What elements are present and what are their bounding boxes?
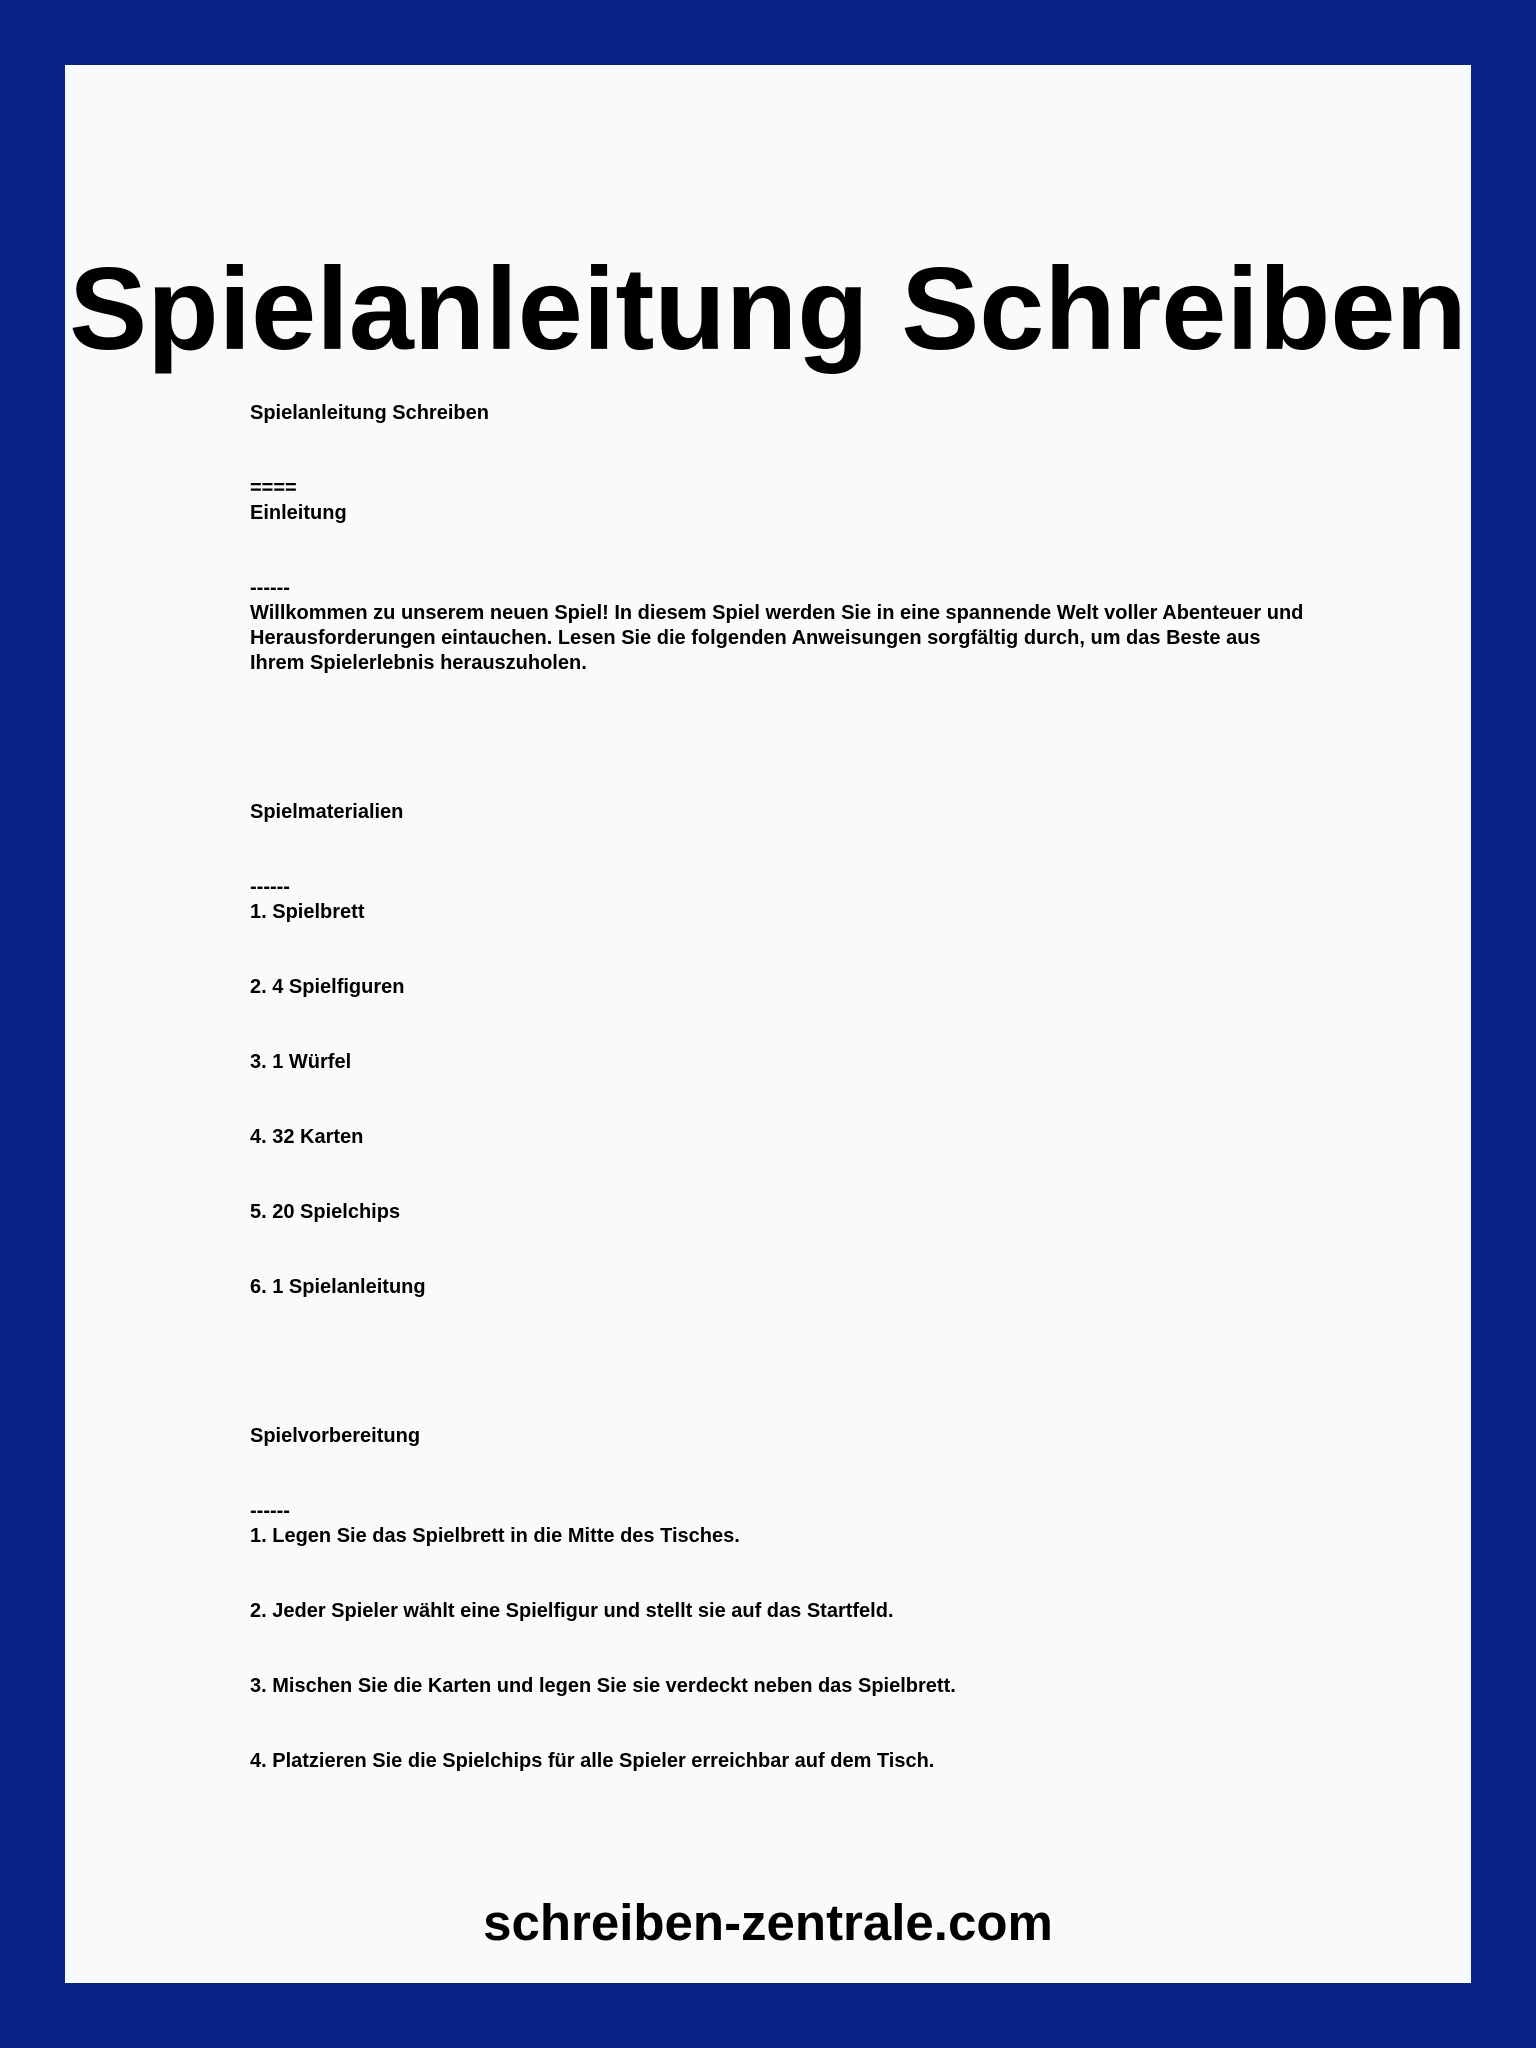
list-item: 4. 32 Karten: [250, 1126, 364, 1148]
footer-site-name: schreiben-zentrale.com: [483, 1894, 1053, 1951]
section-heading-intro: Einleitung: [250, 502, 347, 524]
title-underline: ====: [250, 477, 297, 499]
list-item: 1. Spielbrett: [250, 901, 365, 923]
section-separator-materials: ------: [250, 876, 290, 898]
list-item: 4. Platzieren Sie die Spielchips für alle Spieler erreichbar auf dem Tisch.: [250, 1750, 935, 1772]
section-heading-materials: Spielmaterialien: [250, 801, 404, 823]
list-item: 1. Legen Sie das Spielbrett in die Mitte des Tisches.: [250, 1525, 740, 1547]
list-item: 2. Jeder Spieler wählt eine Spielfigur und stellt sie auf das Startfeld.: [250, 1600, 894, 1622]
page-title: Spielanleitung Schreiben: [69, 243, 1467, 374]
section-separator-preparation: ------: [250, 1500, 290, 1522]
section-heading-preparation: Spielvorbereitung: [250, 1425, 421, 1447]
section-separator-intro: ------: [250, 577, 290, 599]
list-item: 2. 4 Spielfiguren: [250, 976, 405, 998]
list-item: 6. 1 Spielanleitung: [250, 1276, 426, 1298]
document-page: [65, 65, 1471, 1983]
intro-paragraph: Willkommen zu unserem neuen Spiel! In diesem Spiel werden Sie in eine spannende Welt voller Abenteuer und Herausforderungen eintauchen. Lesen Sie die folgenden Anweisungen sorgfältig durch, um das Beste aus Ihrem Spielerlebnis herauszuholen.: [250, 602, 1304, 674]
list-item: 5. 20 Spielchips: [250, 1201, 401, 1223]
document-title: Spielanleitung Schreiben: [250, 402, 489, 424]
list-item: 3. Mischen Sie die Karten und legen Sie sie verdeckt neben das Spielbrett.: [250, 1675, 956, 1697]
list-item: 3. 1 Würfel: [250, 1051, 352, 1073]
